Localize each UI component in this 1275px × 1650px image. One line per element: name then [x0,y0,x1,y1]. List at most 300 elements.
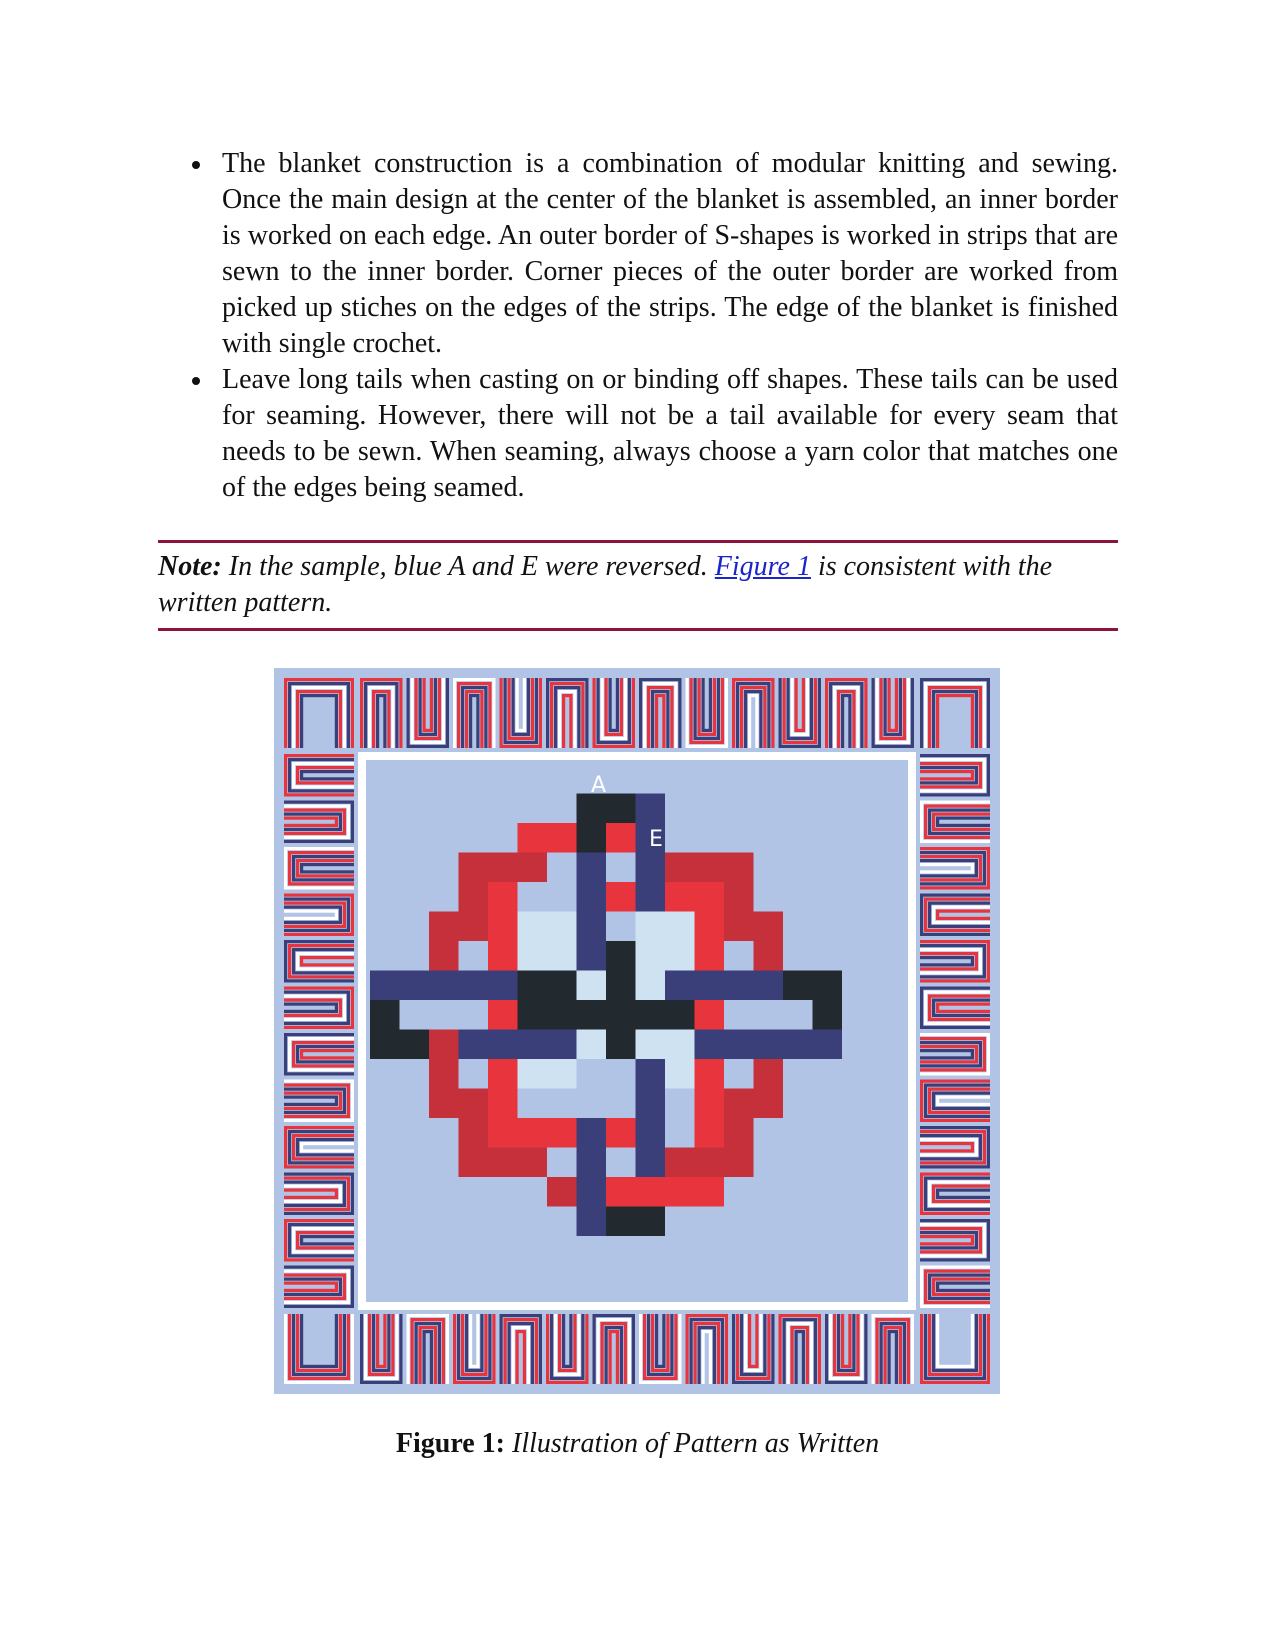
stripe [284,1189,338,1192]
stripe [825,1314,828,1384]
stripe [928,902,931,929]
stripe [920,1080,990,1083]
stripe [550,682,585,685]
stripe [779,745,822,748]
stripe [920,1119,990,1122]
stripe [856,686,859,748]
stripe [795,1330,798,1384]
stripe [895,678,898,732]
stripe [936,1282,990,1285]
stripe [569,694,572,748]
stripe [920,1227,982,1230]
stripe [864,1314,867,1384]
stripe [694,678,697,740]
stripe [920,1045,978,1048]
stripe [438,678,441,740]
stripe [597,678,600,744]
stripe [300,1056,354,1059]
stripe [639,1314,642,1384]
stripe [920,1056,974,1059]
stripe [903,678,906,740]
stripe [411,1318,446,1321]
stripe [920,1314,923,1384]
stripe [924,1177,927,1212]
stripe [932,999,990,1002]
stripe [928,809,990,812]
stripe [920,1161,986,1164]
pale-square [636,971,666,1001]
stripe [288,1223,354,1226]
stripe [292,1373,346,1376]
stripe [292,855,354,858]
stripe [979,1227,982,1254]
note-box [158,540,1118,631]
stripe [987,1314,990,1384]
stripe [616,678,619,732]
stripe [469,1314,472,1368]
stripe [725,1314,728,1384]
stripe [740,686,743,748]
stripe [920,801,990,804]
stripe [767,682,770,748]
stripe [453,678,496,681]
pale-square [636,1030,666,1060]
stripe [624,678,627,740]
stripe [442,678,445,744]
stripe [376,694,379,748]
stripe [546,678,589,681]
stripe [848,694,851,748]
stripe [920,956,974,959]
stripe [920,1212,990,1215]
stripe [343,1314,346,1376]
stripe [527,678,530,736]
stripe [360,1381,403,1384]
stripe [480,690,483,748]
stripe [573,1314,576,1372]
stripe [936,1289,990,1292]
pale-square [636,912,695,971]
stripe [411,678,414,744]
stripe [300,1049,354,1052]
stripe [928,809,931,836]
stripe [825,678,828,748]
stripe [461,1373,488,1376]
stripe [569,1314,572,1368]
stripe [987,1126,990,1169]
stripe [581,1314,584,1380]
stripe [987,847,990,890]
stripe [709,678,712,732]
stripe [920,777,974,780]
stripe [694,737,721,740]
stripe [674,1314,677,1380]
stripe [296,781,354,784]
stripe [810,1322,813,1384]
stripe [284,929,350,932]
stripe [601,678,604,740]
stripe [876,1318,879,1384]
stripe [975,690,978,748]
stripe [415,1322,418,1384]
stripe [372,690,375,748]
stripe [666,1314,669,1372]
stripe [508,1322,535,1325]
stripe [717,678,720,740]
stripe [920,1134,982,1137]
stripe [920,1165,990,1168]
stripe [920,1381,990,1384]
stripe [932,1107,990,1110]
stripe [492,678,495,748]
stripe [690,1318,725,1321]
stripe [936,1196,990,1199]
stripe [288,682,291,748]
stripe [721,1318,724,1384]
stripe [351,1266,354,1309]
stripe [932,921,990,924]
stripe [508,678,511,740]
stripe [818,678,821,748]
stripe [983,1037,986,1072]
stripe [288,1161,354,1164]
stripe [983,851,986,886]
stripe [920,886,990,889]
stripe [983,1314,986,1380]
stripe [601,1322,628,1325]
stripe [284,1289,338,1292]
stripe [296,766,354,769]
stripe [880,1322,907,1325]
stripe [936,817,990,820]
stripe [662,1314,665,1368]
stripe [284,1026,354,1029]
stripe [911,678,914,748]
stripe [284,1301,350,1304]
stripe [647,686,674,689]
stripe [292,1134,295,1161]
stripe [457,1314,460,1380]
stripe [284,902,346,905]
stripe [461,686,464,748]
stripe [335,1314,338,1368]
note-text [158,549,1118,621]
stripe [284,836,350,839]
stripe [535,1318,538,1384]
stripe [795,678,798,732]
stripe [670,1314,673,1376]
stripe [546,1381,589,1384]
stripe [284,987,354,990]
stripe [465,690,468,748]
stripe [488,682,491,748]
stripe [300,777,354,780]
stripe [411,1318,414,1384]
caption-label: Figure 1: [395,1428,505,1459]
stripe [531,1322,534,1384]
stripe [284,754,287,797]
band-segment [577,1118,607,1236]
stripe [300,1149,354,1152]
stripe [920,1126,990,1129]
stripe [920,979,990,982]
stripe [284,824,338,827]
stripe [932,1185,990,1188]
stripe [284,979,354,982]
stripe [288,1130,291,1165]
stripe [884,678,887,736]
stripe [430,1330,433,1384]
stripe [284,1072,354,1075]
stripe [936,694,974,697]
stripe [732,678,775,681]
stripe [920,940,990,943]
stripe [876,1318,911,1321]
stripe [457,682,460,748]
stripe [585,1314,588,1384]
stripe [500,1314,503,1384]
stripe [872,1314,915,1317]
stripe [300,1242,354,1245]
band-segment [370,971,518,1001]
band-segment [695,1030,843,1060]
stripe [928,1274,931,1301]
stripe [284,1115,350,1118]
stripe [920,1266,990,1269]
stripe [920,1142,974,1145]
stripe [351,987,354,1030]
stripe [983,1223,986,1258]
stripe [399,1314,402,1384]
stripe [284,678,287,748]
stripe [360,678,363,748]
stripe [284,1084,350,1087]
stripe [351,801,354,844]
band-segment [636,794,666,912]
stripe [407,1314,410,1384]
stripe [480,1314,483,1372]
stripe [690,678,693,744]
stripe [721,678,724,744]
stripe [296,952,354,955]
stripe [666,690,669,748]
stripe [983,1130,986,1165]
stripe [347,898,350,933]
stripe [284,1314,287,1384]
stripe [872,1314,875,1384]
stripe [284,1305,354,1308]
stripe [554,1314,557,1376]
stripe [920,785,982,788]
stripe [300,963,354,966]
stripe [343,686,346,748]
stripe [928,1111,990,1114]
stripe [975,1314,978,1372]
stripe [620,1326,623,1384]
stripe [920,1219,990,1222]
stripe [920,1305,990,1308]
stripe [810,678,813,740]
stripe [759,690,762,748]
stripe [698,1326,701,1384]
stripe [461,686,488,689]
bullet-list [158,146,1118,506]
stripe [296,1153,354,1156]
stripe [928,995,931,1022]
stripe [415,737,442,740]
stripe [284,793,354,796]
stripe [924,682,986,685]
stripe [920,766,978,769]
stripe [920,971,982,974]
stripe [546,678,549,748]
stripe [686,1314,689,1384]
stripe [284,801,354,804]
stripe [453,1314,456,1384]
stripe [932,1092,990,1095]
stripe [783,678,786,744]
stripe [284,933,354,936]
stripe [284,940,287,983]
stripe [920,987,923,1030]
ring-segment [606,1177,724,1207]
stripe [979,855,982,882]
stripe [639,1381,682,1384]
stripe [848,1314,851,1368]
stripe [860,1314,863,1380]
stripe [288,944,291,979]
stripe [624,1322,627,1384]
stripe [292,1227,354,1230]
stripe [284,1092,342,1095]
stripe [924,805,927,840]
stripe [372,1314,375,1372]
stripe [920,851,986,854]
stripe [920,1138,978,1141]
stripe [818,1314,821,1384]
stripe [932,813,990,816]
stripe [284,1010,338,1013]
stripe [920,1064,982,1067]
stripe [920,1231,978,1234]
ring-segment [459,853,489,942]
stripe [605,1326,608,1384]
bullet-item: The blanket construction is a combination of modular knitting and sewing. Once the main design at the center of the blanket is assembled, an inner border is worked on each edge. An outer border of S-shapes is worked in strips that are sewn to the inner border. Corner pieces of the outer border are worked from picked up stiches on the edges of the strips. The edge of the blanket is finished with single crochet. [158,146,1118,362]
stripe [783,741,818,744]
stripe [924,1084,927,1119]
label-e: E [649,827,663,852]
stripe [284,1022,350,1025]
stripe [292,855,295,882]
stripe [292,762,295,789]
stripe [558,690,561,748]
stripe [284,1196,338,1199]
stripe [979,686,982,748]
stripe [364,682,367,748]
stripe [500,745,543,748]
stripe [577,1314,580,1376]
stripe [292,686,295,748]
stripe [971,694,974,748]
stripe [759,1314,762,1372]
stripe [292,1041,354,1044]
stripe [296,1060,354,1063]
stripe [736,1377,771,1380]
stripe [284,940,354,943]
stripe [288,758,354,761]
stripe [512,678,515,736]
stripe [347,682,350,748]
stripe [453,1381,496,1384]
stripe [395,1314,398,1380]
stripe [407,745,450,748]
pale-square [577,1030,607,1060]
stripe [825,1381,868,1384]
stripe [928,832,990,835]
stripe [920,1242,974,1245]
stripe [895,1330,898,1384]
stripe [860,682,863,748]
stripe [593,678,596,748]
stripe [899,678,902,736]
stripe [284,925,346,928]
stripe [585,678,588,748]
figure-1-link[interactable]: Figure 1 [714,551,811,582]
stripe [903,1322,906,1384]
stripe [787,1322,790,1384]
stripe [288,975,354,978]
stripe [920,1254,986,1257]
stripe [924,1115,990,1118]
stripe [504,741,539,744]
stripe [593,1314,636,1317]
stripe [936,1189,990,1192]
stripe [434,1326,437,1384]
stripe [924,898,990,901]
stripe [284,1297,346,1300]
stripe [920,758,986,761]
stripe [546,1314,549,1384]
stripe [771,1314,774,1384]
stripe [932,1278,990,1281]
stripe [928,1274,990,1277]
stripe [932,1293,990,1296]
stripe [920,1258,990,1261]
stripe [500,678,503,748]
stripe [383,694,386,748]
stripe [300,863,354,866]
stripe [343,1088,346,1115]
stripe [284,1219,354,1222]
stripe [300,770,354,773]
stripe [686,678,689,748]
stripe [284,1381,354,1384]
stripe [523,1330,526,1384]
stripe [732,1381,775,1384]
stripe [605,678,608,736]
stripe [833,1373,860,1376]
stripe [516,1330,519,1384]
stripe [736,682,771,685]
stripe [383,1314,386,1368]
stripe [928,995,990,998]
stripe [690,1318,693,1384]
stripe [284,1293,342,1296]
band-segment [370,1030,429,1060]
stripe [928,1088,931,1115]
stripe [932,1200,990,1203]
stripe [920,801,923,844]
